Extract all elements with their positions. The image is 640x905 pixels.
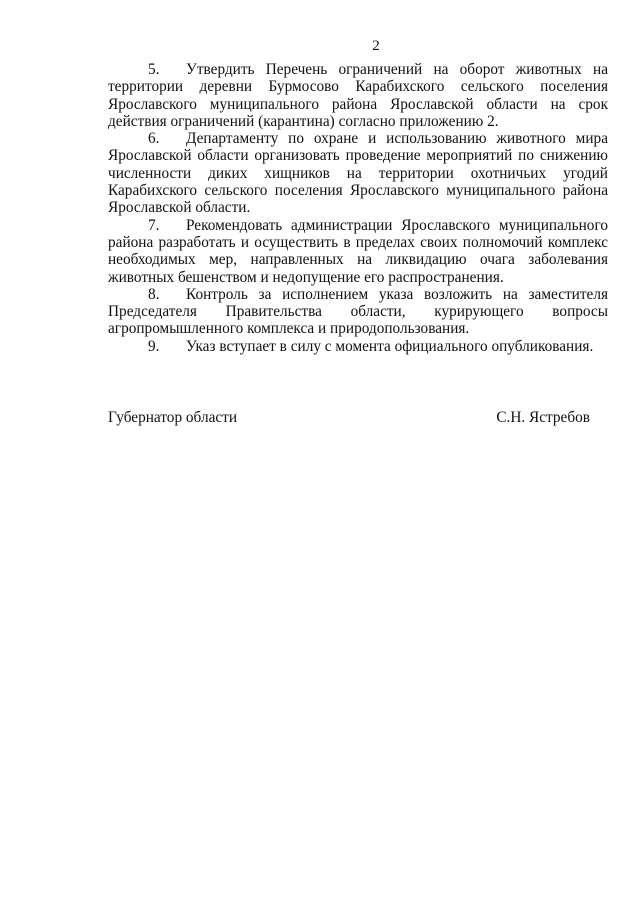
paragraph-9: [108, 338, 608, 355]
paragraph-text: Контроль за исполнением указа возложить на заместителя Председателя Правительства области, курирующего вопросы агропромышленного комплекса и природопользования.: [108, 285, 608, 338]
signatory-title: Губернатор области: [108, 409, 238, 426]
paragraph-text: Департаменту по охране и использованию животного мира Ярославской области организовать проведение мероприятий по снижению численности диких хищников на территории охотничьих угодий Карабихского сельского поселения Ярославского муниципального района Ярославской области.: [108, 130, 608, 217]
paragraph-number: 7.: [148, 216, 160, 234]
decree-body: [108, 61, 608, 355]
paragraph-number: 5.: [148, 61, 160, 78]
paragraph-text: Утвердить Перечень ограничений на оборот животных на территории деревни Бурмосово Карабихского сельского поселения Ярославского муниципального района Ярославской области на срок действия ограничений (карантина) согласно приложению 2.: [108, 61, 608, 130]
page-number: 2: [372, 38, 380, 54]
paragraph-6: [108, 130, 608, 216]
paragraph-7: [108, 217, 608, 286]
paragraph-8: [108, 286, 608, 338]
paragraph-text: Рекомендовать администрации Ярославского муниципального района разработать и осуществить в пределах своих полномочий комплекс необходимых мер, направленных на ликвидацию очага заболевания животных бешенством и недопущение его распространения.: [108, 216, 608, 286]
paragraph-text: Указ вступает в силу с момента официального опубликования.: [186, 337, 594, 355]
paragraph-number: 6.: [148, 130, 160, 148]
paragraph-5: [108, 61, 608, 130]
paragraph-number: 9.: [148, 337, 160, 355]
signatory-name: С.Н. Ястребов: [496, 409, 590, 426]
paragraph-number: 8.: [148, 285, 160, 303]
